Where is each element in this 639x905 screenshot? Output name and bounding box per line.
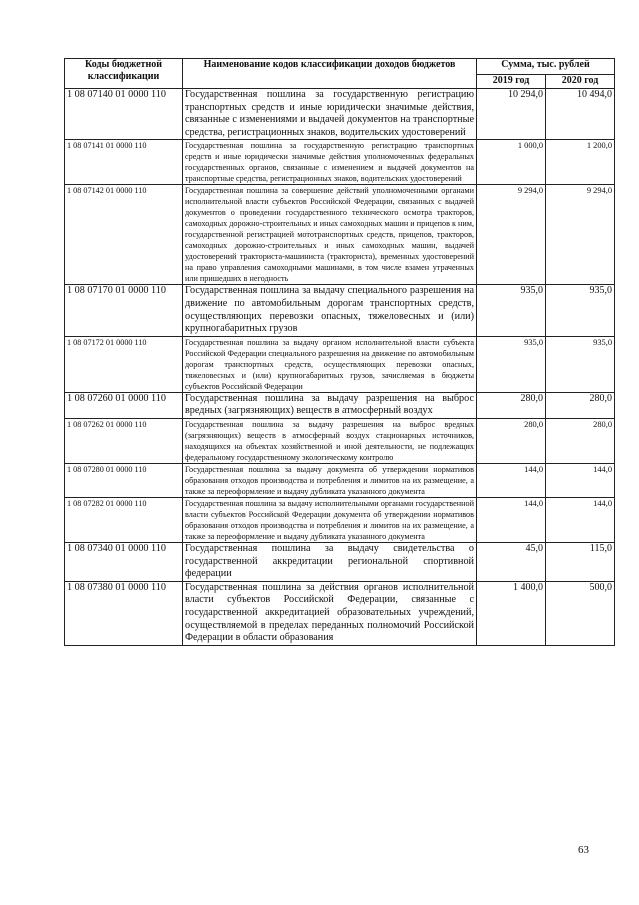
row-value-2019: 280,0 [477, 418, 546, 463]
row-code: 1 08 07172 01 0000 110 [65, 336, 183, 392]
row-value-2020: 935,0 [546, 336, 615, 392]
row-value-2019: 1 400,0 [477, 581, 546, 645]
row-name: Государственная пошлина за выдачу органом исполнительной власти субъекта Российской Федерации специального разрешения на движение по автомобильным дорогам транспортных средств, осуществляющих перевозки опасных, тяжеловесных и (или) крупногабаритных грузов, зачисляемая в бюджеты субъектов Российской Федерации [183, 336, 477, 392]
row-value-2020: 9 294,0 [546, 185, 615, 285]
row-value-2020: 500,0 [546, 581, 615, 645]
row-value-2020: 1 200,0 [546, 140, 615, 185]
row-value-2019: 45,0 [477, 542, 546, 581]
row-value-2020: 10 494,0 [546, 89, 615, 140]
row-code: 1 08 07262 01 0000 110 [65, 418, 183, 463]
header-name-column: Наименование кодов классификации доходов бюджетов [183, 59, 477, 89]
header-year-2019: 2019 год [477, 75, 546, 89]
row-value-2019: 144,0 [477, 497, 546, 542]
row-value-2020: 115,0 [546, 542, 615, 581]
row-value-2019: 9 294,0 [477, 185, 546, 285]
header-sum-column: Сумма, тыс. рублей [477, 59, 615, 75]
row-name: Государственная пошлина за выдачу разрешения на выброс вредных (загрязняющих) веществ в атмосферный воздух [183, 392, 477, 418]
table-row [65, 285, 615, 336]
row-value-2019: 1 000,0 [477, 140, 546, 185]
table-row [65, 185, 615, 285]
table-row [65, 542, 615, 581]
row-name: Государственная пошлина за государственную регистрацию транспортных средств и иные юридически значимые действия, связанные с изменениями и выдачей документов на транспортные средства, регистрационных знаков, водительских удостоверений [183, 89, 477, 140]
table-row [65, 140, 615, 185]
row-value-2020: 144,0 [546, 463, 615, 497]
table-row [65, 581, 615, 645]
row-value-2020: 280,0 [546, 418, 615, 463]
row-name: Государственная пошлина за государственную регистрацию транспортных средств и иные юридически значимые действия уполномоченных федеральных государственных органов, связанные с изменением и выдачей документов на транспортные средства, регистрационных знаков, водительских удостоверений [183, 140, 477, 185]
row-code: 1 08 07280 01 0000 110 [65, 463, 183, 497]
row-code: 1 08 07380 01 0000 110 [65, 581, 183, 645]
header-code-column: Коды бюджетной классификации [65, 59, 183, 89]
table-row [65, 89, 615, 140]
row-name: Государственная пошлина за действия органов исполнительной власти субъектов Российской Федерации, связанные с государственной аккредитацией образовательных учреждений, осуществляемой в пределах переданных полномочий Российской Федерации в области образования [183, 581, 477, 645]
row-value-2019: 10 294,0 [477, 89, 546, 140]
budget-revenue-table [64, 58, 615, 646]
page-number: 63 [578, 844, 589, 856]
row-name: Государственная пошлина за выдачу документа об утверждении нормативов образования отходов производства и потребления и лимитов на их размещение, а также за переоформление и выдачу дубликата указанного документа [183, 463, 477, 497]
row-code: 1 08 07260 01 0000 110 [65, 392, 183, 418]
row-name: Государственная пошлина за выдачу свидетельства о государственной аккредитации региональной спортивной федерации [183, 542, 477, 581]
row-code: 1 08 07282 01 0000 110 [65, 497, 183, 542]
row-value-2020: 144,0 [546, 497, 615, 542]
row-code: 1 08 07142 01 0000 110 [65, 185, 183, 285]
row-code: 1 08 07140 01 0000 110 [65, 89, 183, 140]
table-row [65, 392, 615, 418]
row-name: Государственная пошлина за выдачу специального разрешения на движение по автомобильным дорогам транспортных средств, осуществляющих перевозки опасных, тяжеловесных и (или) крупногабаритных грузов [183, 285, 477, 336]
row-value-2019: 935,0 [477, 336, 546, 392]
row-code: 1 08 07170 01 0000 110 [65, 285, 183, 336]
row-code: 1 08 07141 01 0000 110 [65, 140, 183, 185]
table-row [65, 463, 615, 497]
row-value-2020: 280,0 [546, 392, 615, 418]
row-name: Государственная пошлина за совершение действий уполномоченными органами исполнительной власти субъектов Российской Федерации, связанных с выдачей документов о проведении государственного технического осмотра тракторов, самоходных дорожно-строительных и иных самоходных машин и прицепов к ним, государственной регистрацией мототранспортных средств, прицепов, тракторов, самоходных дорожно-строительных и иных самоходных машин, выдачей удостоверений тракториста-машиниста (тракториста), временных удостоверений на право управления самоходными машинами, в том числе взамен утраченных или пришедших в негодность [183, 185, 477, 285]
row-code: 1 08 07340 01 0000 110 [65, 542, 183, 581]
row-value-2019: 935,0 [477, 285, 546, 336]
row-name: Государственная пошлина за выдачу исполнительными органами государственной власти субъектов Российской Федерации документа об утверждении нормативов образования отходов производства и потребления и лимитов на их размещение, а также за переоформление и выдачу дубликата указанного документа [183, 497, 477, 542]
row-name: Государственная пошлина за выдачу разрешения на выброс вредных (загрязняющих) веществ в атмосферный воздух стационарных источников, находящихся на объектах хозяйственной и иной деятельности, не подлежащих федеральному государственному экологическому контролю [183, 418, 477, 463]
header-year-2020: 2020 год [546, 75, 615, 89]
table-row [65, 497, 615, 542]
row-value-2020: 935,0 [546, 285, 615, 336]
row-value-2019: 280,0 [477, 392, 546, 418]
table-row [65, 418, 615, 463]
table-row [65, 336, 615, 392]
row-value-2019: 144,0 [477, 463, 546, 497]
